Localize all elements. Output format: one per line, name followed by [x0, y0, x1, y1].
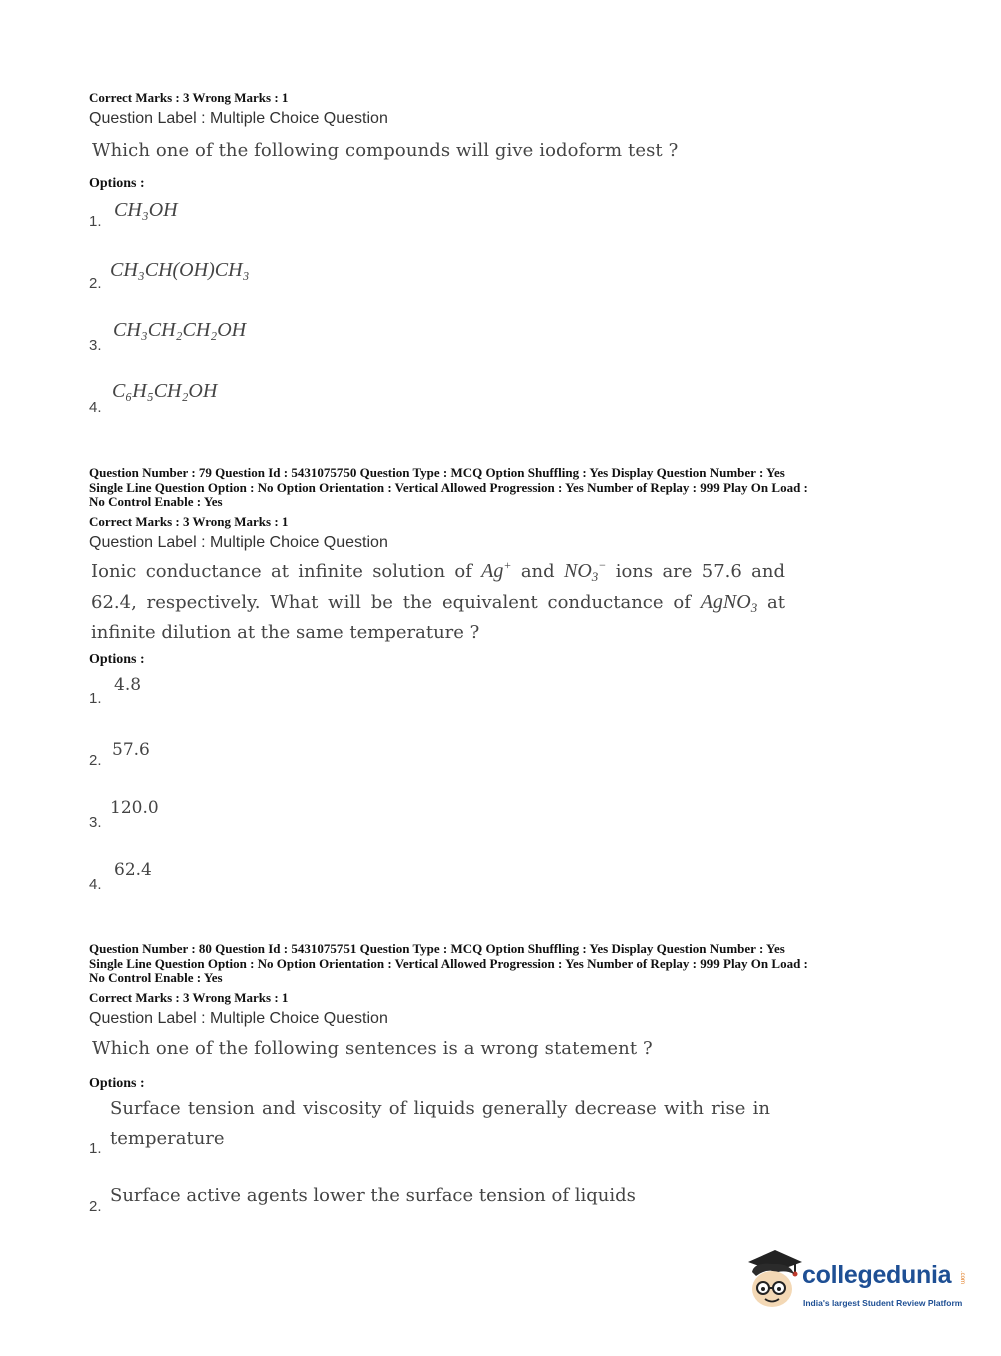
q79-marks: Correct Marks : 3 Wrong Marks : 1 [89, 514, 289, 529]
q78-question-label: Question Label : Multiple Choice Question [89, 110, 388, 127]
q79-option-3-number: 3. [89, 814, 102, 831]
q80-option-2-number: 2. [89, 1198, 102, 1215]
q78-option-3-formula: CH₃CH₂CH₂OH [113, 319, 247, 341]
q79-meta-block [89, 466, 808, 510]
q79-question-label: Question Label : Multiple Choice Question [89, 534, 388, 551]
q78-option-4-formula: C₆H₅CH₂OH [112, 380, 218, 402]
q80-options-title: Options : [89, 1076, 145, 1091]
q80-option-1-line-2: temperature [110, 1128, 225, 1149]
q79-option-3-value: 120.0 [110, 798, 159, 818]
q78-option-4-number: 4. [89, 399, 102, 416]
q80-question-text: Which one of the following sentences is a wrong statement ? [92, 1038, 653, 1059]
logo-tagline: India's largest Student Review Platform [803, 1298, 963, 1308]
q78-option-3-number: 3. [89, 337, 102, 354]
q79-question-text: Ionic conductance at infinite solution of Ag+ and $NO_3^-$ ions are 57.6 and 62.4, respectively. What will be the equivalent conductance of AgNO$_3$ at infinite dilution at the same temperature ? [91, 558, 785, 643]
q79-option-4-value: 62.4 [114, 860, 152, 880]
q80-marks: Correct Marks : 3 Wrong Marks : 1 [89, 990, 289, 1005]
q80-option-1-line-1: Surface tension and viscosity of liquids generally decrease with rise in [110, 1098, 770, 1119]
q79-option-1-number: 1. [89, 690, 102, 707]
q78-question-text: Which one of the following compounds will give iodoform test ? [92, 140, 679, 161]
q80-meta-line-2: Single Line Question Option : No Option Orientation : Vertical Allowed Progression : Yes Number of Replay : 999 Play On Load : [89, 955, 808, 971]
q79-meta-line-1: Question Number : 79 Question Id : 5431075750 Question Type : MCQ Option Shuffling : Yes Display Question Number : Yes [89, 465, 785, 480]
mascot-graduate-icon [742, 1246, 804, 1312]
q79-ion-silver: Ag+ [481, 558, 512, 582]
q79-option-4-number: 4. [89, 876, 102, 893]
q78-marks: Correct Marks : 3 Wrong Marks : 1 [89, 90, 289, 105]
q80-option-2-text: Surface active agents lower the surface tension of liquids [110, 1185, 636, 1206]
q78-option-1-formula: CH₃OH [114, 199, 178, 221]
q79-option-2-number: 2. [89, 752, 102, 769]
q78-options-title: Options : [89, 176, 145, 191]
q78-option-2-number: 2. [89, 275, 102, 292]
logo-wordmark: collegedunia [802, 1261, 952, 1289]
q79-option-2-value: 57.6 [112, 740, 150, 760]
q80-meta-block [89, 942, 808, 986]
q80-option-1-number: 1. [89, 1140, 102, 1157]
collegedunia-logo [742, 1246, 972, 1316]
q80-meta-line-3: No Control Enable : Yes [89, 970, 223, 985]
q79-options-title: Options : [89, 652, 145, 667]
q80-option-1-text [110, 1094, 770, 1154]
q78-option-1-number: 1. [89, 213, 102, 230]
q78-option-2-formula: CH₃CH(OH)CH₃ [110, 259, 250, 281]
q79-option-1-value: 4.8 [114, 675, 142, 695]
q80-meta-line-1: Question Number : 80 Question Id : 5431075751 Question Type : MCQ Option Shuffling : Yes Display Question Number : Yes [89, 941, 785, 956]
q79-salt-formula: AgNO$_3$ [700, 591, 758, 615]
logo-dot-com: .com [959, 1271, 965, 1285]
q79-meta-line-2: Single Line Question Option : No Option Orientation : Vertical Allowed Progression : Yes Number of Replay : 999 Play On Load : [89, 479, 808, 495]
q80-question-label: Question Label : Multiple Choice Question [89, 1010, 388, 1027]
q79-meta-line-3: No Control Enable : Yes [89, 494, 223, 509]
q79-ion-nitrate: $NO_3^-$ [563, 558, 607, 584]
